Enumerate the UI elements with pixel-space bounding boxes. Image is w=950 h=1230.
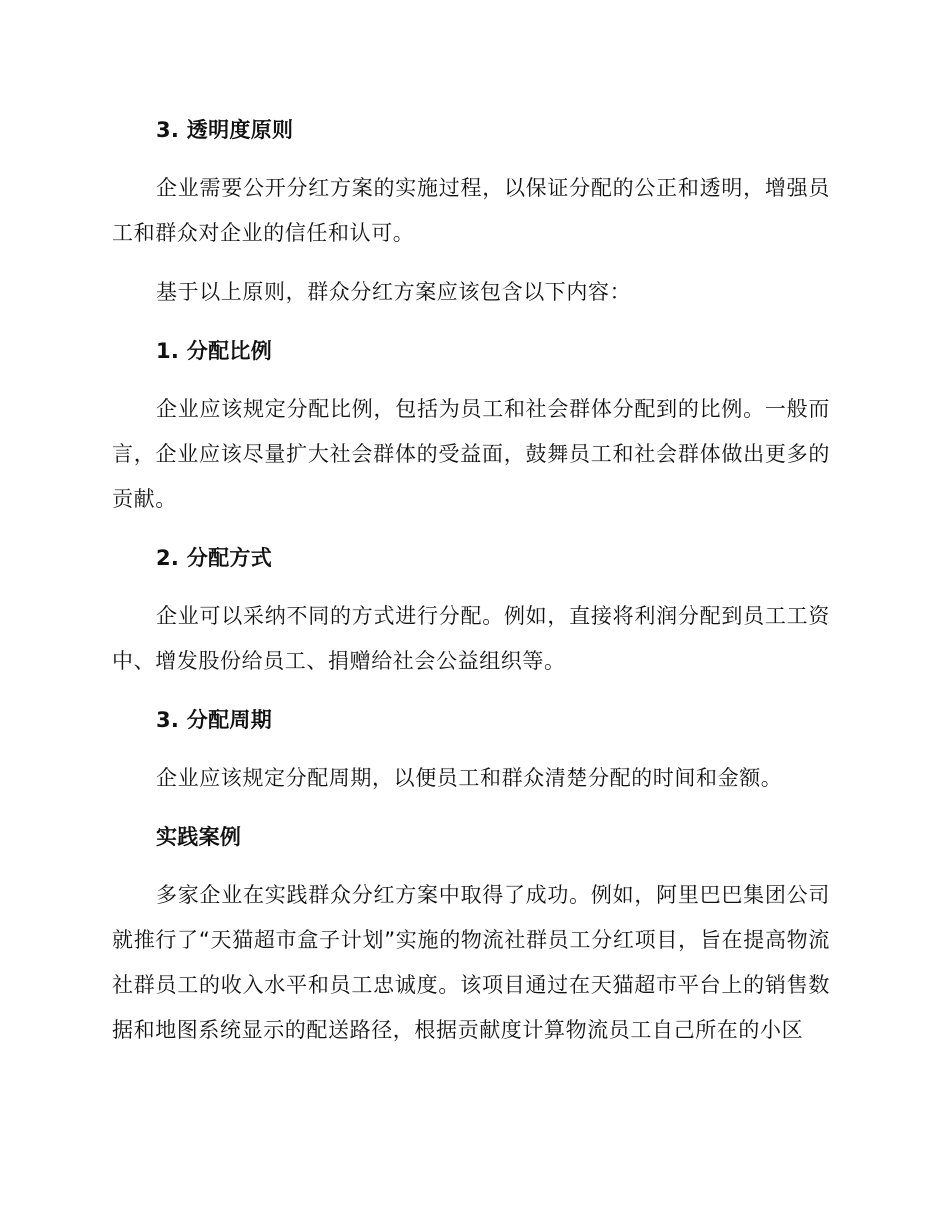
- section-heading-case-study: 实践案例: [156, 825, 242, 849]
- paragraph-transparency: 企业需要公开分红方案的实施过程，以保证分配的公正和透明，增强员工和群众对企业的信任和认可。: [112, 176, 830, 245]
- paragraph-case-study: 多家企业在实践群众分红方案中取得了成功。例如，阿里巴巴集团公司就推行了“天猫超市盒子计划”实施的物流社群员工分红项目，旨在提高物流社群员工的收入水平和员工忠诚度。该项目通过在天猫超市平台上的销售数据和地图系统显示的配送路径，根据贡献度计算物流员工自己所在的小区: [112, 883, 830, 1042]
- paragraph-distribution-cycle: 企业应该规定分配周期，以便员工和群众清楚分配的时间和金额。: [156, 766, 783, 790]
- section-heading-transparency: 3. 透明度原则: [156, 118, 294, 142]
- paragraph-distribution-method: 企业可以采纳不同的方式进行分配。例如，直接将利润分配到员工工资中、增发股份给员工、捐赠给社会公益组织等。: [112, 604, 830, 673]
- paragraph-principles-intro: 基于以上原则，群众分红方案应该包含以下内容：: [156, 280, 632, 304]
- paragraph-distribution-ratio: 企业应该规定分配比例，包括为员工和社会群体分配到的比例。一般而言，企业应该尽量扩大社会群体的受益面，鼓舞员工和社会群体做出更多的贡献。: [112, 397, 830, 511]
- section-heading-distribution-cycle: 3. 分配周期: [156, 708, 272, 732]
- document-page: [112, 108, 830, 1053]
- section-heading-distribution-method: 2. 分配方式: [156, 546, 272, 570]
- section-heading-distribution-ratio: 1. 分配比例: [156, 339, 272, 363]
